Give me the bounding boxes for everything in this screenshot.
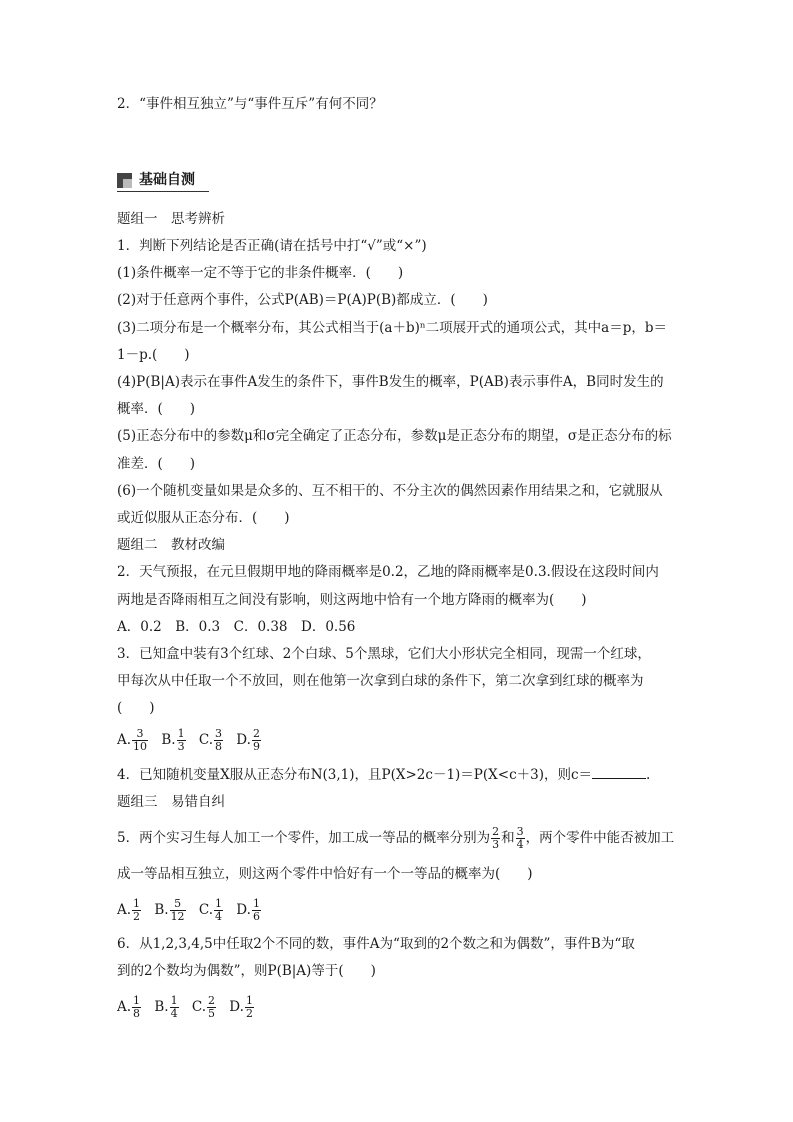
- q1-item: (2)对于任意两个事件，公式P(AB)＝P(A)P(B)都成立．( ): [117, 292, 488, 308]
- intro-question-2: 2．“事件相互独立”与“事件互斥”有何不同？: [117, 96, 383, 112]
- q2-line: 两地是否降雨相互之间没有影响，则这两地中恰有一个地方降雨的概率为( ): [117, 592, 587, 608]
- section-rule: [117, 191, 209, 192]
- option: B. $\frac{5}{12}$: [154, 897, 185, 923]
- option: D. $\frac{2}{9}$: [236, 727, 260, 753]
- q6-line: 到的2个数均为偶数”，则P(B|A)等于( ): [117, 963, 376, 979]
- option: A. $\frac{3}{10}$: [117, 727, 148, 753]
- q3-line: 甲每次从中任取一个不放回，则在他第一次拿到白球的条件下，第二次拿到红球的概率为: [117, 673, 644, 689]
- q6-line: 6．从1,2,3,4,5中任取2个不同的数，事件A为“取到的2个数之和为偶数”，事件B为“取: [117, 936, 635, 952]
- q1-item: 或近似服从正态分布．( ): [117, 510, 290, 526]
- q1-item: (4)P(B|A)表示在事件A发生的条件下，事件B发生的概率，P(AB)表示事件A，B同时发生的: [117, 374, 664, 390]
- q1-item: 1－p.( ): [117, 347, 190, 363]
- option: B. $\frac{1}{3}$: [161, 727, 185, 753]
- option: D. $\frac{1}{6}$: [236, 897, 260, 923]
- q3-line: ( ): [117, 700, 155, 716]
- option: A. $\frac{1}{2}$: [117, 897, 141, 923]
- q1-item: (1)条件概率一定不等于它的非条件概率．( ): [117, 265, 404, 281]
- q1-stem: 1．判断下列结论是否正确(请在括号中打“√”或“×”): [117, 238, 427, 254]
- group2-label: 题组二 教材改编: [117, 537, 225, 553]
- q5-options: [117, 898, 270, 923]
- q5-line: 成一等品相互独立，则这两个零件中恰好有一个一等品的概率为( ): [117, 866, 533, 882]
- option: C. $\frac{3}{8}$: [198, 727, 222, 753]
- q1-item: (3)二项分布是一个概率分布，其公式相当于(a＋b)ⁿ二项展开式的通项公式，其中a＝p，b＝: [117, 320, 668, 336]
- option: A. $\frac{1}{8}$: [117, 994, 141, 1020]
- option: C. $\frac{2}{5}$: [191, 994, 215, 1020]
- q5-line: 5．两个实习生每人加工一个零件，加工成一等品的概率分别为 $\frac{2}{3}$ 和 $\frac{3}{4}$ ，两个零件中能否被加工: [117, 825, 675, 851]
- option: C. $\frac{1}{4}$: [198, 897, 222, 923]
- group1-label: 题组一 思考辨析: [117, 211, 225, 227]
- q2-options: A．0.2 B．0.3 C．0.38 D．0.56: [117, 619, 356, 635]
- group3-label: 题组三 易错自纠: [117, 794, 225, 810]
- q6-options: [117, 995, 263, 1020]
- q4-line: 4．已知随机变量X服从正态分布N(3,1)，且P(X>2c－1)＝P(X<c＋3)，则c＝ .: [117, 767, 651, 783]
- section-marker-icon: [117, 173, 132, 188]
- answer-blank: [592, 765, 646, 779]
- q1-item: (5)正态分布中的参数μ和σ完全确定了正态分布，参数μ是正态分布的期望，σ是正态分布的标: [117, 428, 672, 444]
- q2-line: 2．天气预报，在元旦假期甲地的降雨概率是0.2，乙地的降雨概率是0.3.假设在这段时间内: [117, 564, 659, 580]
- section-title: 基础自测: [139, 172, 195, 188]
- section-header: [117, 170, 209, 192]
- q1-item: (6)一个随机变量如果是众多的、互不相干的、不分主次的偶然因素作用结果之和，它就服从: [117, 483, 663, 499]
- q3-line: 3．已知盒中装有3个红球、2个白球、5个黑球，它们大小形状完全相同，现需一个红球，: [117, 646, 651, 662]
- q1-item: 准差．( ): [117, 456, 196, 472]
- q1-item: 概率．( ): [117, 401, 196, 417]
- q3-options: [117, 728, 270, 753]
- option: D. $\frac{1}{2}$: [229, 994, 253, 1020]
- option: B. $\frac{1}{4}$: [154, 994, 178, 1020]
